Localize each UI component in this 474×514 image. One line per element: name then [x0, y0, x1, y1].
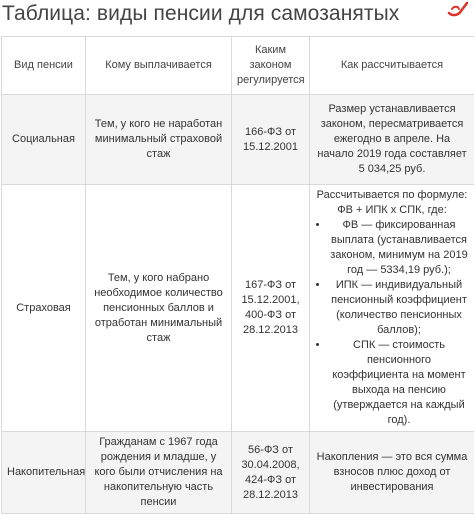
cell-type: Социальная — [2, 95, 86, 185]
calc-list — [315, 218, 469, 428]
cell-calculation — [310, 185, 474, 432]
red-swirl-logo-icon — [446, 0, 468, 18]
header-law: Каким законом регулируется — [232, 37, 310, 95]
cell-type: Накопительная — [2, 432, 86, 514]
header-type: Вид пенсии — [2, 37, 86, 95]
cell-recipient: Тем, у кого набрано необходимое количество пенсионных баллов и отработан минимальный стаж — [86, 185, 232, 432]
cell-recipient: Гражданам с 1967 года рождения и младше, у кого были отчисления на накопительную часть пенсии — [86, 432, 232, 514]
table-header-row — [2, 37, 474, 95]
header-recipient: Кому выплачивается — [86, 37, 232, 95]
pension-table — [1, 36, 474, 514]
cell-recipient: Тем, у кого не наработан минимальный страховой стаж — [86, 95, 232, 185]
table-row-insurance — [2, 185, 474, 432]
table-row-social — [2, 95, 474, 185]
cell-law: 167-ФЗ от 15.12.2001, 400-ФЗ от 28.12.2013 — [232, 185, 310, 432]
calc-formula: Рассчитывается по формуле: ФВ + ИПК х СПК, где: — [315, 188, 469, 218]
cell-law: 166-ФЗ от 15.12.2001 — [232, 95, 310, 185]
calc-list-item: • СПК — стоимость пенсионного коэффициента на момент выхода на пенсию (утверждается на каждый год). — [329, 338, 469, 428]
header-calculation: Как рассчитывается — [310, 37, 474, 95]
calc-list-item: • ФВ — фиксированная выплата (устанавливается законом, минимум на 2019 год — 5334,19 руб.); — [329, 218, 469, 278]
calc-list-item: • ИПК — индивидуальный пенсионный коэффициент (количество пенсионных баллов); — [329, 278, 469, 338]
page-title: Таблица: виды пенсии для самозанятых — [2, 2, 399, 26]
cell-calculation: Накопления — это вся сумма взносов плюс доход от инвестирования — [310, 432, 474, 514]
cell-calculation: Размер устанавливается законом, пересматривается ежегодно в апреле. На начало 2019 года составляет 5 034,25 руб. — [310, 95, 474, 185]
cell-law: 56-ФЗ от 30.04.2008, 424-ФЗ от 28.12.2013 — [232, 432, 310, 514]
cell-type: Страховая — [2, 185, 86, 432]
table-row-funded — [2, 432, 474, 514]
